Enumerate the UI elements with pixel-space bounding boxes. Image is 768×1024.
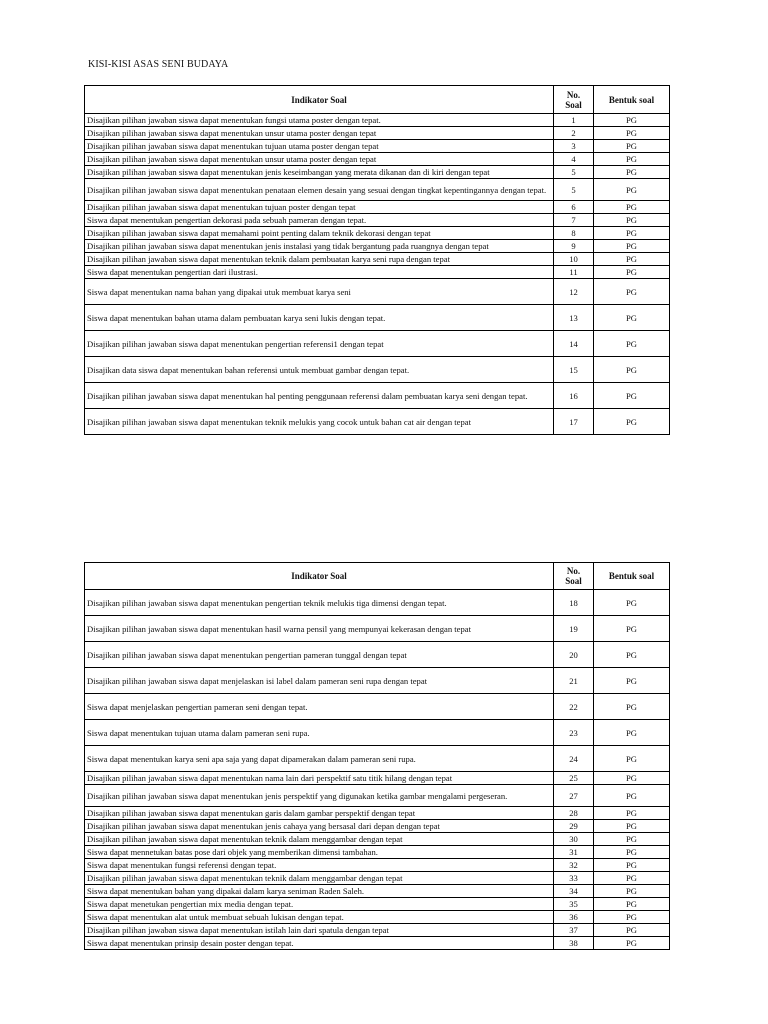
table-row — [85, 846, 670, 859]
indikator-cell: Disajikan pilihan jawaban siswa dapat menentukan jenis keseimbangan yang merata dikanan dan di kiri dengan tepat — [85, 166, 554, 179]
bentuk-soal-cell: PG — [594, 266, 670, 279]
indikator-cell: Disajikan pilihan jawaban siswa dapat menentukan tujuan poster dengan tepat — [85, 201, 554, 214]
bentuk-soal-cell: PG — [594, 846, 670, 859]
table-row — [85, 924, 670, 937]
header-indikator-soal: Indikator Soal — [85, 563, 554, 590]
table-row — [85, 642, 670, 668]
no-soal-cell: 27 — [554, 785, 594, 807]
indikator-cell: Disajikan pilihan jawaban siswa dapat menentukan pengertian pameran tunggal dengan tepat — [85, 642, 554, 668]
header-indikator-soal: Indikator Soal — [85, 86, 554, 114]
table-row — [85, 807, 670, 820]
table-row — [85, 357, 670, 383]
document-title: KISI-KISI ASAS SENI BUDAYA — [88, 59, 229, 70]
bentuk-soal-cell: PG — [594, 859, 670, 872]
bentuk-soal-cell: PG — [594, 153, 670, 166]
bentuk-soal-cell: PG — [594, 924, 670, 937]
table-row — [85, 214, 670, 227]
indikator-cell: Disajikan pilihan jawaban siswa dapat menentukan unsur utama poster dengan tepat — [85, 153, 554, 166]
header-no-soal-line2: Soal — [565, 576, 582, 586]
indikator-cell: Siswa dapat menjelaskan pengertian pameran seni dengan tepat. — [85, 694, 554, 720]
header-bentuk-soal: Bentuk soal — [594, 86, 670, 114]
no-soal-cell: 16 — [554, 383, 594, 409]
table-row — [85, 616, 670, 642]
bentuk-soal-cell: PG — [594, 833, 670, 846]
no-soal-cell: 28 — [554, 807, 594, 820]
bentuk-soal-cell: PG — [594, 214, 670, 227]
table-row — [85, 833, 670, 846]
table-2-body — [85, 590, 670, 950]
bentuk-soal-cell: PG — [594, 642, 670, 668]
bentuk-soal-cell: PG — [594, 279, 670, 305]
indikator-cell: Disajikan pilihan jawaban siswa dapat menentukan nama lain dari perspektif satu titik hilang dengan tepat — [85, 772, 554, 785]
table-row — [85, 720, 670, 746]
indikator-cell: Disajikan pilihan jawaban siswa dapat menentukan garis dalam gambar perspektif dengan tepat — [85, 807, 554, 820]
table-header-row — [85, 86, 670, 114]
table-row — [85, 820, 670, 833]
indikator-cell: Disajikan data siswa dapat menentukan bahan referensi untuk membuat gambar dengan tepat. — [85, 357, 554, 383]
no-soal-cell: 2 — [554, 127, 594, 140]
indikator-cell: Siswa dapat menentukan pengertian dari ilustrasi. — [85, 266, 554, 279]
no-soal-cell: 35 — [554, 898, 594, 911]
bentuk-soal-cell: PG — [594, 616, 670, 642]
table-row — [85, 937, 670, 950]
no-soal-cell: 15 — [554, 357, 594, 383]
no-soal-cell: 32 — [554, 859, 594, 872]
bentuk-soal-cell: PG — [594, 937, 670, 950]
table-row — [85, 785, 670, 807]
indikator-cell: Disajikan pilihan jawaban siswa dapat menentukan jenis cahaya yang bersasal dari depan dengan tepat — [85, 820, 554, 833]
bentuk-soal-cell: PG — [594, 114, 670, 127]
indikator-cell: Disajikan pilihan jawaban siswa dapat menentukan istilah lain dari spatula dengan tepat — [85, 924, 554, 937]
no-soal-cell: 22 — [554, 694, 594, 720]
indikator-cell: Siswa dapat menentukan pengertian dekorasi pada sebuah pameran dengan tepat. — [85, 214, 554, 227]
header-no-soal-line1: No. — [566, 89, 581, 100]
table-row — [85, 227, 670, 240]
table-row — [85, 266, 670, 279]
bentuk-soal-cell: PG — [594, 227, 670, 240]
no-soal-cell: 4 — [554, 153, 594, 166]
no-soal-cell: 14 — [554, 331, 594, 357]
bentuk-soal-cell: PG — [594, 409, 670, 435]
table-row — [85, 898, 670, 911]
bentuk-soal-cell: PG — [594, 872, 670, 885]
bentuk-soal-cell: PG — [594, 240, 670, 253]
bentuk-soal-cell: PG — [594, 668, 670, 694]
no-soal-cell: 18 — [554, 590, 594, 616]
bentuk-soal-cell: PG — [594, 590, 670, 616]
table-row — [85, 590, 670, 616]
bentuk-soal-cell: PG — [594, 772, 670, 785]
table-row — [85, 409, 670, 435]
table-row — [85, 179, 670, 201]
table-row — [85, 911, 670, 924]
bentuk-soal-cell: PG — [594, 383, 670, 409]
bentuk-soal-cell: PG — [594, 911, 670, 924]
header-bentuk-soal: Bentuk soal — [594, 563, 670, 590]
indicator-table-1 — [84, 85, 670, 435]
no-soal-cell: 8 — [554, 227, 594, 240]
indikator-cell: Disajikan pilihan jawaban siswa dapat menentukan teknik dalam menggambar dengan tepat — [85, 872, 554, 885]
no-soal-cell: 5 — [554, 179, 594, 201]
bentuk-soal-cell: PG — [594, 720, 670, 746]
header-no-soal — [554, 86, 594, 114]
no-soal-cell: 29 — [554, 820, 594, 833]
table-row — [85, 166, 670, 179]
bentuk-soal-cell: PG — [594, 201, 670, 214]
indikator-cell: Disajikan pilihan jawaban siswa dapat menentukan jenis perspektif yang digunakan ketika gambar mengalami pergeseran. — [85, 785, 554, 807]
no-soal-cell: 37 — [554, 924, 594, 937]
no-soal-cell: 33 — [554, 872, 594, 885]
bentuk-soal-cell: PG — [594, 166, 670, 179]
bentuk-soal-cell: PG — [594, 140, 670, 153]
table-row — [85, 331, 670, 357]
indikator-cell: Siswa dapat menentukan fungsi referensi dengan tepat. — [85, 859, 554, 872]
indikator-cell: Disajikan pilihan jawaban siswa dapat memahami point penting dalam teknik dekorasi dengan tepat — [85, 227, 554, 240]
table-row — [85, 140, 670, 153]
table-row — [85, 746, 670, 772]
indikator-cell: Disajikan pilihan jawaban siswa dapat menentukan hasil warna pensil yang mempunyai kekerasan dengan tepat — [85, 616, 554, 642]
indikator-cell: Disajikan pilihan jawaban siswa dapat menentukan fungsi utama poster dengan tepat. — [85, 114, 554, 127]
indikator-cell: Disajikan pilihan jawaban siswa dapat menentukan unsur utama poster dengan tepat — [85, 127, 554, 140]
table-row — [85, 127, 670, 140]
bentuk-soal-cell: PG — [594, 305, 670, 331]
bentuk-soal-cell: PG — [594, 331, 670, 357]
indikator-cell: Siswa dapat menentukan bahan yang dipakai dalam karya seniman Raden Saleh. — [85, 885, 554, 898]
indikator-cell: Siswa dapat menentukan alat untuk membuat sebuah lukisan dengan tepat. — [85, 911, 554, 924]
indikator-cell: Disajikan pilihan jawaban siswa dapat menentukan tujuan utama poster dengan tepat — [85, 140, 554, 153]
no-soal-cell: 7 — [554, 214, 594, 227]
indikator-cell: Disajikan pilihan jawaban siswa dapat menentukan teknik dalam menggambar dengan tepat — [85, 833, 554, 846]
indikator-cell: Siswa dapat mennetukan batas pose dari objek yang memberikan dimensi tambahan. — [85, 846, 554, 859]
no-soal-cell: 21 — [554, 668, 594, 694]
indikator-cell: Siswa dapat menentukan tujuan utama dalam pameran seni rupa. — [85, 720, 554, 746]
header-no-soal-line2: Soal — [565, 99, 582, 110]
no-soal-cell: 23 — [554, 720, 594, 746]
indikator-cell: Disajikan pilihan jawaban siswa dapat menentukan penataan elemen desain yang sesuai dengan tingkat kepentingannya dengan tepat. — [85, 179, 554, 201]
table-row — [85, 114, 670, 127]
bentuk-soal-cell: PG — [594, 746, 670, 772]
table-row — [85, 772, 670, 785]
no-soal-cell: 36 — [554, 911, 594, 924]
bentuk-soal-cell: PG — [594, 357, 670, 383]
bentuk-soal-cell: PG — [594, 694, 670, 720]
table-row — [85, 694, 670, 720]
no-soal-cell: 13 — [554, 305, 594, 331]
bentuk-soal-cell: PG — [594, 253, 670, 266]
header-no-soal-line1: No. — [566, 566, 581, 576]
table-row — [85, 859, 670, 872]
bentuk-soal-cell: PG — [594, 885, 670, 898]
no-soal-cell: 19 — [554, 616, 594, 642]
table-row — [85, 253, 670, 266]
no-soal-cell: 3 — [554, 140, 594, 153]
table-row — [85, 153, 670, 166]
indikator-cell: Siswa dapat menentukan prinsip desain poster dengan tepat. — [85, 937, 554, 950]
indikator-cell: Siswa dapat menentukan bahan utama dalam pembuatan karya seni lukis dengan tepat. — [85, 305, 554, 331]
no-soal-cell: 24 — [554, 746, 594, 772]
table-row — [85, 872, 670, 885]
table-row — [85, 279, 670, 305]
no-soal-cell: 38 — [554, 937, 594, 950]
bentuk-soal-cell: PG — [594, 820, 670, 833]
indikator-cell: Disajikan pilihan jawaban siswa dapat menjelaskan isi label dalam pameran seni rupa dengan tepat — [85, 668, 554, 694]
bentuk-soal-cell: PG — [594, 127, 670, 140]
no-soal-cell: 34 — [554, 885, 594, 898]
no-soal-cell: 9 — [554, 240, 594, 253]
indikator-cell: Disajikan pilihan jawaban siswa dapat menentukan teknik melukis yang cocok untuk bahan cat air dengan tepat — [85, 409, 554, 435]
no-soal-cell: 31 — [554, 846, 594, 859]
table-row — [85, 240, 670, 253]
indikator-cell: Siswa dapat menetukan pengertian mix media dengan tepat. — [85, 898, 554, 911]
indicator-table-2 — [84, 562, 670, 950]
bentuk-soal-cell: PG — [594, 179, 670, 201]
table-row — [85, 383, 670, 409]
no-soal-cell: 12 — [554, 279, 594, 305]
no-soal-cell: 6 — [554, 201, 594, 214]
bentuk-soal-cell: PG — [594, 898, 670, 911]
table-row — [85, 668, 670, 694]
indikator-cell: Disajikan pilihan jawaban siswa dapat menentukan hal penting penggunaan referensi dalam pembuatan karya seni dengan tepat. — [85, 383, 554, 409]
table-row — [85, 305, 670, 331]
indikator-cell: Disajikan pilihan jawaban siswa dapat menentukan teknik dalam pembuatan karya seni rupa dengan tepat — [85, 253, 554, 266]
indikator-cell: Siswa dapat menentukan nama bahan yang dipakai utuk membuat karya seni — [85, 279, 554, 305]
bentuk-soal-cell: PG — [594, 785, 670, 807]
no-soal-cell: 10 — [554, 253, 594, 266]
no-soal-cell: 20 — [554, 642, 594, 668]
indikator-cell: Siswa dapat menentukan karya seni apa saja yang dapat dipamerakan dalam pameran seni rupa. — [85, 746, 554, 772]
no-soal-cell: 17 — [554, 409, 594, 435]
bentuk-soal-cell: PG — [594, 807, 670, 820]
header-no-soal — [554, 563, 594, 590]
table-header-row — [85, 563, 670, 590]
table-1-body — [85, 114, 670, 435]
indikator-cell: Disajikan pilihan jawaban siswa dapat menentukan jenis instalasi yang tidak bergantung pada ruangnya dengan tepat — [85, 240, 554, 253]
no-soal-cell: 30 — [554, 833, 594, 846]
no-soal-cell: 25 — [554, 772, 594, 785]
indikator-cell: Disajikan pilihan jawaban siswa dapat menentukan pengertian teknik melukis tiga dimensi dengan tepat. — [85, 590, 554, 616]
table-row — [85, 201, 670, 214]
table-row — [85, 885, 670, 898]
no-soal-cell: 1 — [554, 114, 594, 127]
no-soal-cell: 11 — [554, 266, 594, 279]
no-soal-cell: 5 — [554, 166, 594, 179]
indikator-cell: Disajikan pilihan jawaban siswa dapat menentukan pengertian referensi1 dengan tepat — [85, 331, 554, 357]
